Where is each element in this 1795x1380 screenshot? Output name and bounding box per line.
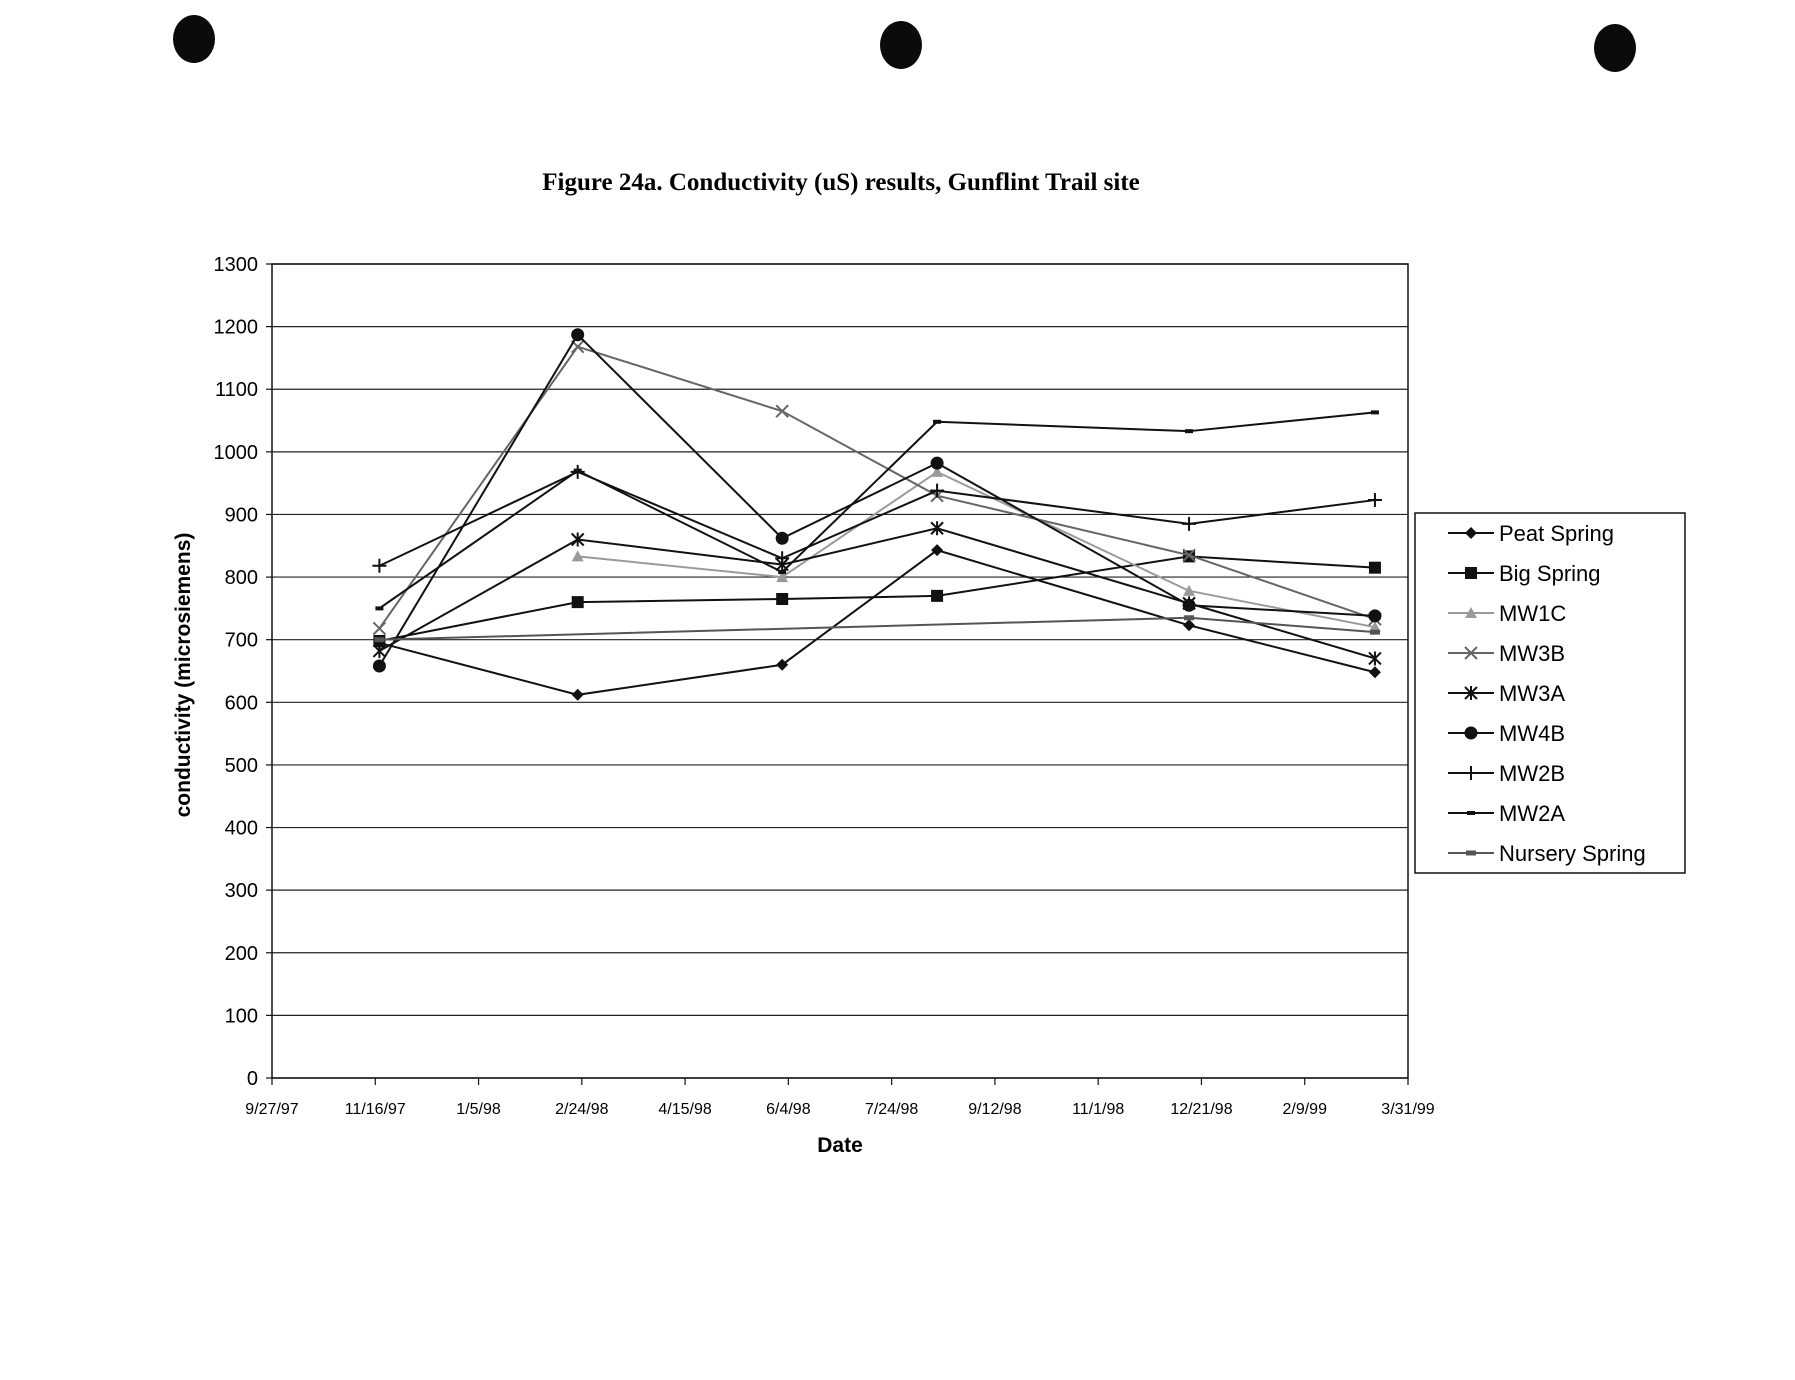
data-point (1369, 666, 1381, 678)
x-tick-label: 12/21/98 (1170, 1101, 1233, 1118)
series-mw1c (572, 466, 1381, 632)
y-tick-label: 400 (224, 817, 258, 840)
x-axis-label: Date (817, 1134, 863, 1157)
legend (1415, 513, 1685, 873)
data-point (1368, 493, 1382, 507)
y-tick-label: 300 (224, 880, 258, 903)
x-tick-label: 9/12/98 (968, 1101, 1022, 1118)
data-point (1184, 615, 1194, 620)
legend-swatch-marker (1466, 851, 1476, 856)
data-point (776, 405, 788, 417)
data-point (373, 644, 385, 658)
data-point (572, 596, 584, 608)
legend-swatch-marker (1467, 811, 1475, 815)
data-point (571, 328, 584, 341)
y-tick-label: 800 (224, 567, 258, 590)
data-point (375, 606, 383, 610)
series-line (379, 550, 1375, 695)
legend-label: MW1C (1499, 601, 1567, 626)
y-tick-label: 500 (224, 754, 258, 777)
y-tick-label: 100 (224, 1005, 258, 1028)
legend-label: MW3B (1499, 641, 1565, 666)
series-nursery-spring (374, 615, 1380, 642)
data-point (374, 637, 384, 642)
x-tick-label: 11/1/98 (1072, 1101, 1125, 1118)
data-point (372, 559, 386, 573)
chart-title: Figure 24a. Conductivity (uS) results, Gunflint Trail site (542, 169, 1140, 196)
data-point (1182, 517, 1196, 531)
x-tick-label: 9/27/97 (245, 1101, 299, 1118)
data-point (776, 593, 788, 605)
data-point (1183, 619, 1195, 631)
gridlines (272, 264, 1408, 1078)
legend-label: MW4B (1499, 721, 1565, 746)
data-point (1368, 609, 1381, 622)
series-mw3b (373, 341, 1381, 635)
series-peat-spring (373, 544, 1381, 701)
legend-label: MW3A (1499, 681, 1565, 706)
data-point (572, 689, 584, 701)
x-tick-label: 2/24/98 (555, 1101, 609, 1118)
series-mw2a (375, 410, 1379, 610)
y-tick-label: 1300 (213, 254, 258, 276)
series-line (379, 472, 1375, 566)
y-tick-label: 900 (224, 504, 258, 527)
legend-swatch-marker (1465, 727, 1478, 740)
y-tick-label: 600 (224, 692, 258, 715)
legend-swatch-marker (1465, 567, 1477, 579)
data-point (1183, 585, 1195, 596)
x-tick-label: 7/24/98 (864, 1101, 919, 1118)
data-point (778, 570, 786, 574)
data-point (1183, 599, 1196, 612)
x-tick-label: 1/5/98 (456, 1101, 501, 1118)
x-tick-label: 2/9/99 (1282, 1101, 1327, 1118)
data-point (931, 590, 943, 602)
data-point (1369, 651, 1381, 665)
legend-label: Nursery Spring (1499, 841, 1646, 866)
y-tick-label: 200 (224, 942, 258, 965)
x-tick-label: 3/31/99 (1381, 1101, 1435, 1118)
series-line (379, 412, 1375, 608)
x-tick-label: 11/16/97 (344, 1101, 406, 1118)
data-point (776, 532, 789, 545)
x-tick-label: 4/15/98 (658, 1101, 712, 1118)
data-point (1370, 630, 1380, 635)
legend-label: MW2B (1499, 761, 1565, 786)
x-tick-label: 6/4/98 (766, 1101, 811, 1118)
legend-label: MW2A (1499, 801, 1565, 826)
data-point (1185, 429, 1193, 433)
y-tick-label: 0 (246, 1068, 258, 1090)
series-line (379, 335, 1375, 666)
data-point (574, 469, 582, 473)
y-tick-label: 700 (224, 629, 258, 652)
y-tick-label: 1100 (214, 379, 258, 402)
data-point (1371, 410, 1379, 414)
data-point (933, 420, 941, 424)
y-tick-label: 1000 (213, 441, 258, 464)
y-axis-label: conductivity (microsiemens) (172, 532, 195, 818)
legend-label: Big Spring (1499, 561, 1601, 586)
data-point (930, 484, 944, 498)
plot-area (272, 264, 1408, 1078)
data-point (931, 457, 944, 470)
data-point (373, 659, 386, 672)
data-point (1369, 562, 1381, 574)
series-line (379, 618, 1375, 640)
data-point (373, 622, 385, 634)
x-axis (245, 1078, 1434, 1118)
legend-label: Peat Spring (1499, 521, 1614, 546)
y-axis (214, 254, 273, 1090)
y-tick-label: 1200 (213, 316, 258, 339)
